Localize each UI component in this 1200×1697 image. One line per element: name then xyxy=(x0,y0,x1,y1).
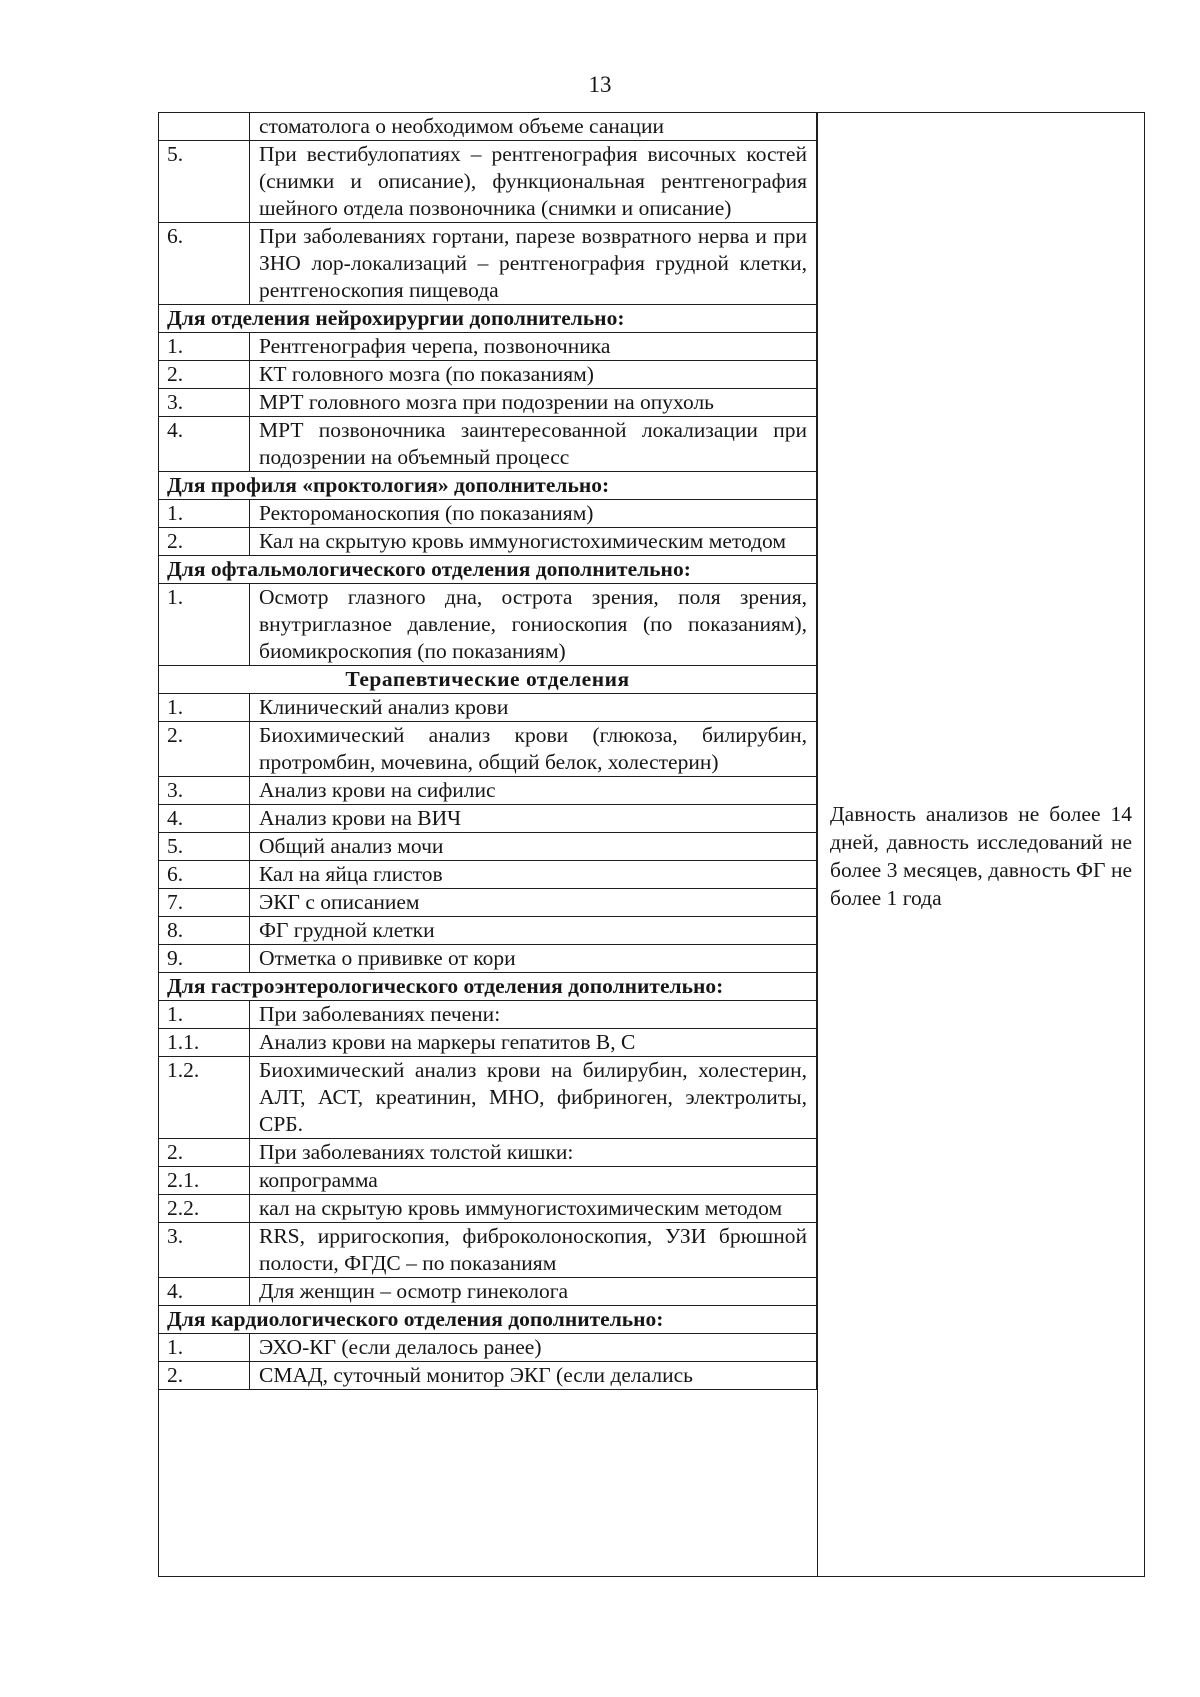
row-number: 4. xyxy=(159,805,250,833)
row-text: Ректороманоскопия (по показаниям) xyxy=(250,500,817,528)
row-text: Кал на яйца глистов xyxy=(250,861,817,889)
table-row xyxy=(159,389,817,417)
table-row xyxy=(159,1334,817,1362)
table-row xyxy=(159,584,817,666)
table-row xyxy=(159,528,817,556)
row-number: 2.2. xyxy=(159,1195,250,1223)
row-text: копрограмма xyxy=(250,1167,817,1195)
table-row xyxy=(159,1057,817,1139)
row-number: 1. xyxy=(159,584,250,666)
section-header: Для профиля «проктология» дополнительно: xyxy=(159,472,817,500)
row-text: КТ головного мозга (по показаниям) xyxy=(250,361,817,389)
row-text: Биохимический анализ крови на билирубин, холестерин, АЛТ, АСТ, креатинин, МНО, фибриноген, электролиты, СРБ. xyxy=(250,1057,817,1139)
table-row xyxy=(159,722,817,777)
row-number: 3. xyxy=(159,1223,250,1278)
row-number: 2. xyxy=(159,361,250,389)
row-number: 1.1. xyxy=(159,1029,250,1057)
section-header: Для отделения нейрохирургии дополнительно: xyxy=(159,305,817,333)
row-text: Анализ крови на ВИЧ xyxy=(250,805,817,833)
table-row xyxy=(159,917,817,945)
table-row xyxy=(159,361,817,389)
row-number: 8. xyxy=(159,917,250,945)
table-row xyxy=(159,141,817,223)
row-text: ЭХО-КГ (если делалось ранее) xyxy=(250,1334,817,1362)
table-row xyxy=(159,1223,817,1278)
section-header: Для гастроэнтерологического отделения дополнительно: xyxy=(159,973,817,1001)
row-text: МРТ головного мозга при подозрении на опухоль xyxy=(250,389,817,417)
section-header-row xyxy=(159,556,817,584)
row-text: ФГ грудной клетки xyxy=(250,917,817,945)
table-row xyxy=(159,1362,817,1390)
table-row xyxy=(159,945,817,973)
row-number: 4. xyxy=(159,417,250,472)
table-row xyxy=(159,694,817,722)
row-number: 2. xyxy=(159,528,250,556)
row-number: 4. xyxy=(159,1278,250,1306)
table-row xyxy=(159,1139,817,1167)
row-text: Кал на скрытую кровь иммуногистохимическим методом xyxy=(250,528,817,556)
section-header: Для кардиологического отделения дополнительно: xyxy=(159,1306,817,1334)
row-number: 1. xyxy=(159,333,250,361)
row-number: 6. xyxy=(159,861,250,889)
row-text: Осмотр глазного дна, острота зрения, поля зрения, внутриглазное давление, гониоскопия (по показаниям), биомикроскопия (по показаниям) xyxy=(250,584,817,666)
table-row xyxy=(159,1167,817,1195)
row-number: 1. xyxy=(159,500,250,528)
row-text: При заболеваниях печени: xyxy=(250,1001,817,1029)
table-row xyxy=(159,417,817,472)
table-row xyxy=(159,223,817,305)
row-text: МРТ позвоночника заинтересованной локализации при подозрении на объемный процесс xyxy=(250,417,817,472)
row-text: ЭКГ с описанием xyxy=(250,889,817,917)
section-header: Для офтальмологического отделения дополнительно: xyxy=(159,556,817,584)
table-row xyxy=(159,500,817,528)
row-text: Клинический анализ крови xyxy=(250,694,817,722)
table-row xyxy=(159,889,817,917)
row-text: Общий анализ мочи xyxy=(250,833,817,861)
row-number: 2.1. xyxy=(159,1167,250,1195)
note-text: Давность анализов не более 14 дней, давность исследований не более 3 месяцев, давность ФГ не более 1 года xyxy=(830,802,1132,910)
row-number: 1. xyxy=(159,1001,250,1029)
section-header-row xyxy=(159,1306,817,1334)
row-text: СМАД, суточный монитор ЭКГ (если делались xyxy=(250,1362,817,1390)
row-number: 7. xyxy=(159,889,250,917)
table-row xyxy=(159,1001,817,1029)
row-text: При заболеваниях толстой кишки: xyxy=(250,1139,817,1167)
row-text: Рентгенография черепа, позвоночника xyxy=(250,333,817,361)
table-row xyxy=(159,113,817,141)
table-row xyxy=(159,333,817,361)
row-text: При заболеваниях гортани, парезе возвратного нерва и при ЗНО лор-локализаций – рентгенография грудной клетки, рентгеноскопия пищевода xyxy=(250,223,817,305)
row-text: стоматолога о необходимом объеме санации xyxy=(250,113,817,141)
requirements-table xyxy=(158,112,817,1390)
table-row xyxy=(159,861,817,889)
row-text: RRS, ирригоскопия, фиброколоноскопия, УЗИ брюшной полости, ФГДС – по показаниям xyxy=(250,1223,817,1278)
column-divider xyxy=(817,112,818,1577)
page-number: 13 xyxy=(588,72,612,97)
row-number: 1. xyxy=(159,1334,250,1362)
table-row xyxy=(159,777,817,805)
group-header: Терапевтические отделения xyxy=(159,666,817,694)
row-number xyxy=(159,113,250,141)
row-number: 3. xyxy=(159,389,250,417)
table-row xyxy=(159,833,817,861)
row-number: 5. xyxy=(159,141,250,223)
table-row xyxy=(159,1278,817,1306)
row-text: кал на скрытую кровь иммуногистохимическим методом xyxy=(250,1195,817,1223)
row-number: 2. xyxy=(159,722,250,777)
table-row xyxy=(159,1029,817,1057)
row-text: Отметка о прививке от кори xyxy=(250,945,817,973)
group-header-row xyxy=(159,666,817,694)
row-number: 2. xyxy=(159,1139,250,1167)
table-row xyxy=(159,1195,817,1223)
row-text: Анализ крови на маркеры гепатитов В, С xyxy=(250,1029,817,1057)
row-number: 6. xyxy=(159,223,250,305)
requirements-table-body xyxy=(159,113,817,1390)
row-text: Анализ крови на сифилис xyxy=(250,777,817,805)
section-header-row xyxy=(159,973,817,1001)
row-number: 5. xyxy=(159,833,250,861)
row-number: 1.2. xyxy=(159,1057,250,1139)
table-row xyxy=(159,805,817,833)
row-number: 3. xyxy=(159,777,250,805)
requirements-table-grid xyxy=(158,112,817,1390)
row-number: 2. xyxy=(159,1362,250,1390)
row-text: При вестибулопатиях – рентгенография височных костей (снимки и описание), функциональная рентгенография шейного отдела позвоночника (снимки и описание) xyxy=(250,141,817,223)
row-text: Биохимический анализ крови (глюкоза, билирубин, протромбин, мочевина, общий белок, холестерин) xyxy=(250,722,817,777)
row-number: 9. xyxy=(159,945,250,973)
row-text: Для женщин – осмотр гинеколога xyxy=(250,1278,817,1306)
section-header-row xyxy=(159,305,817,333)
section-header-row xyxy=(159,472,817,500)
row-number: 1. xyxy=(159,694,250,722)
